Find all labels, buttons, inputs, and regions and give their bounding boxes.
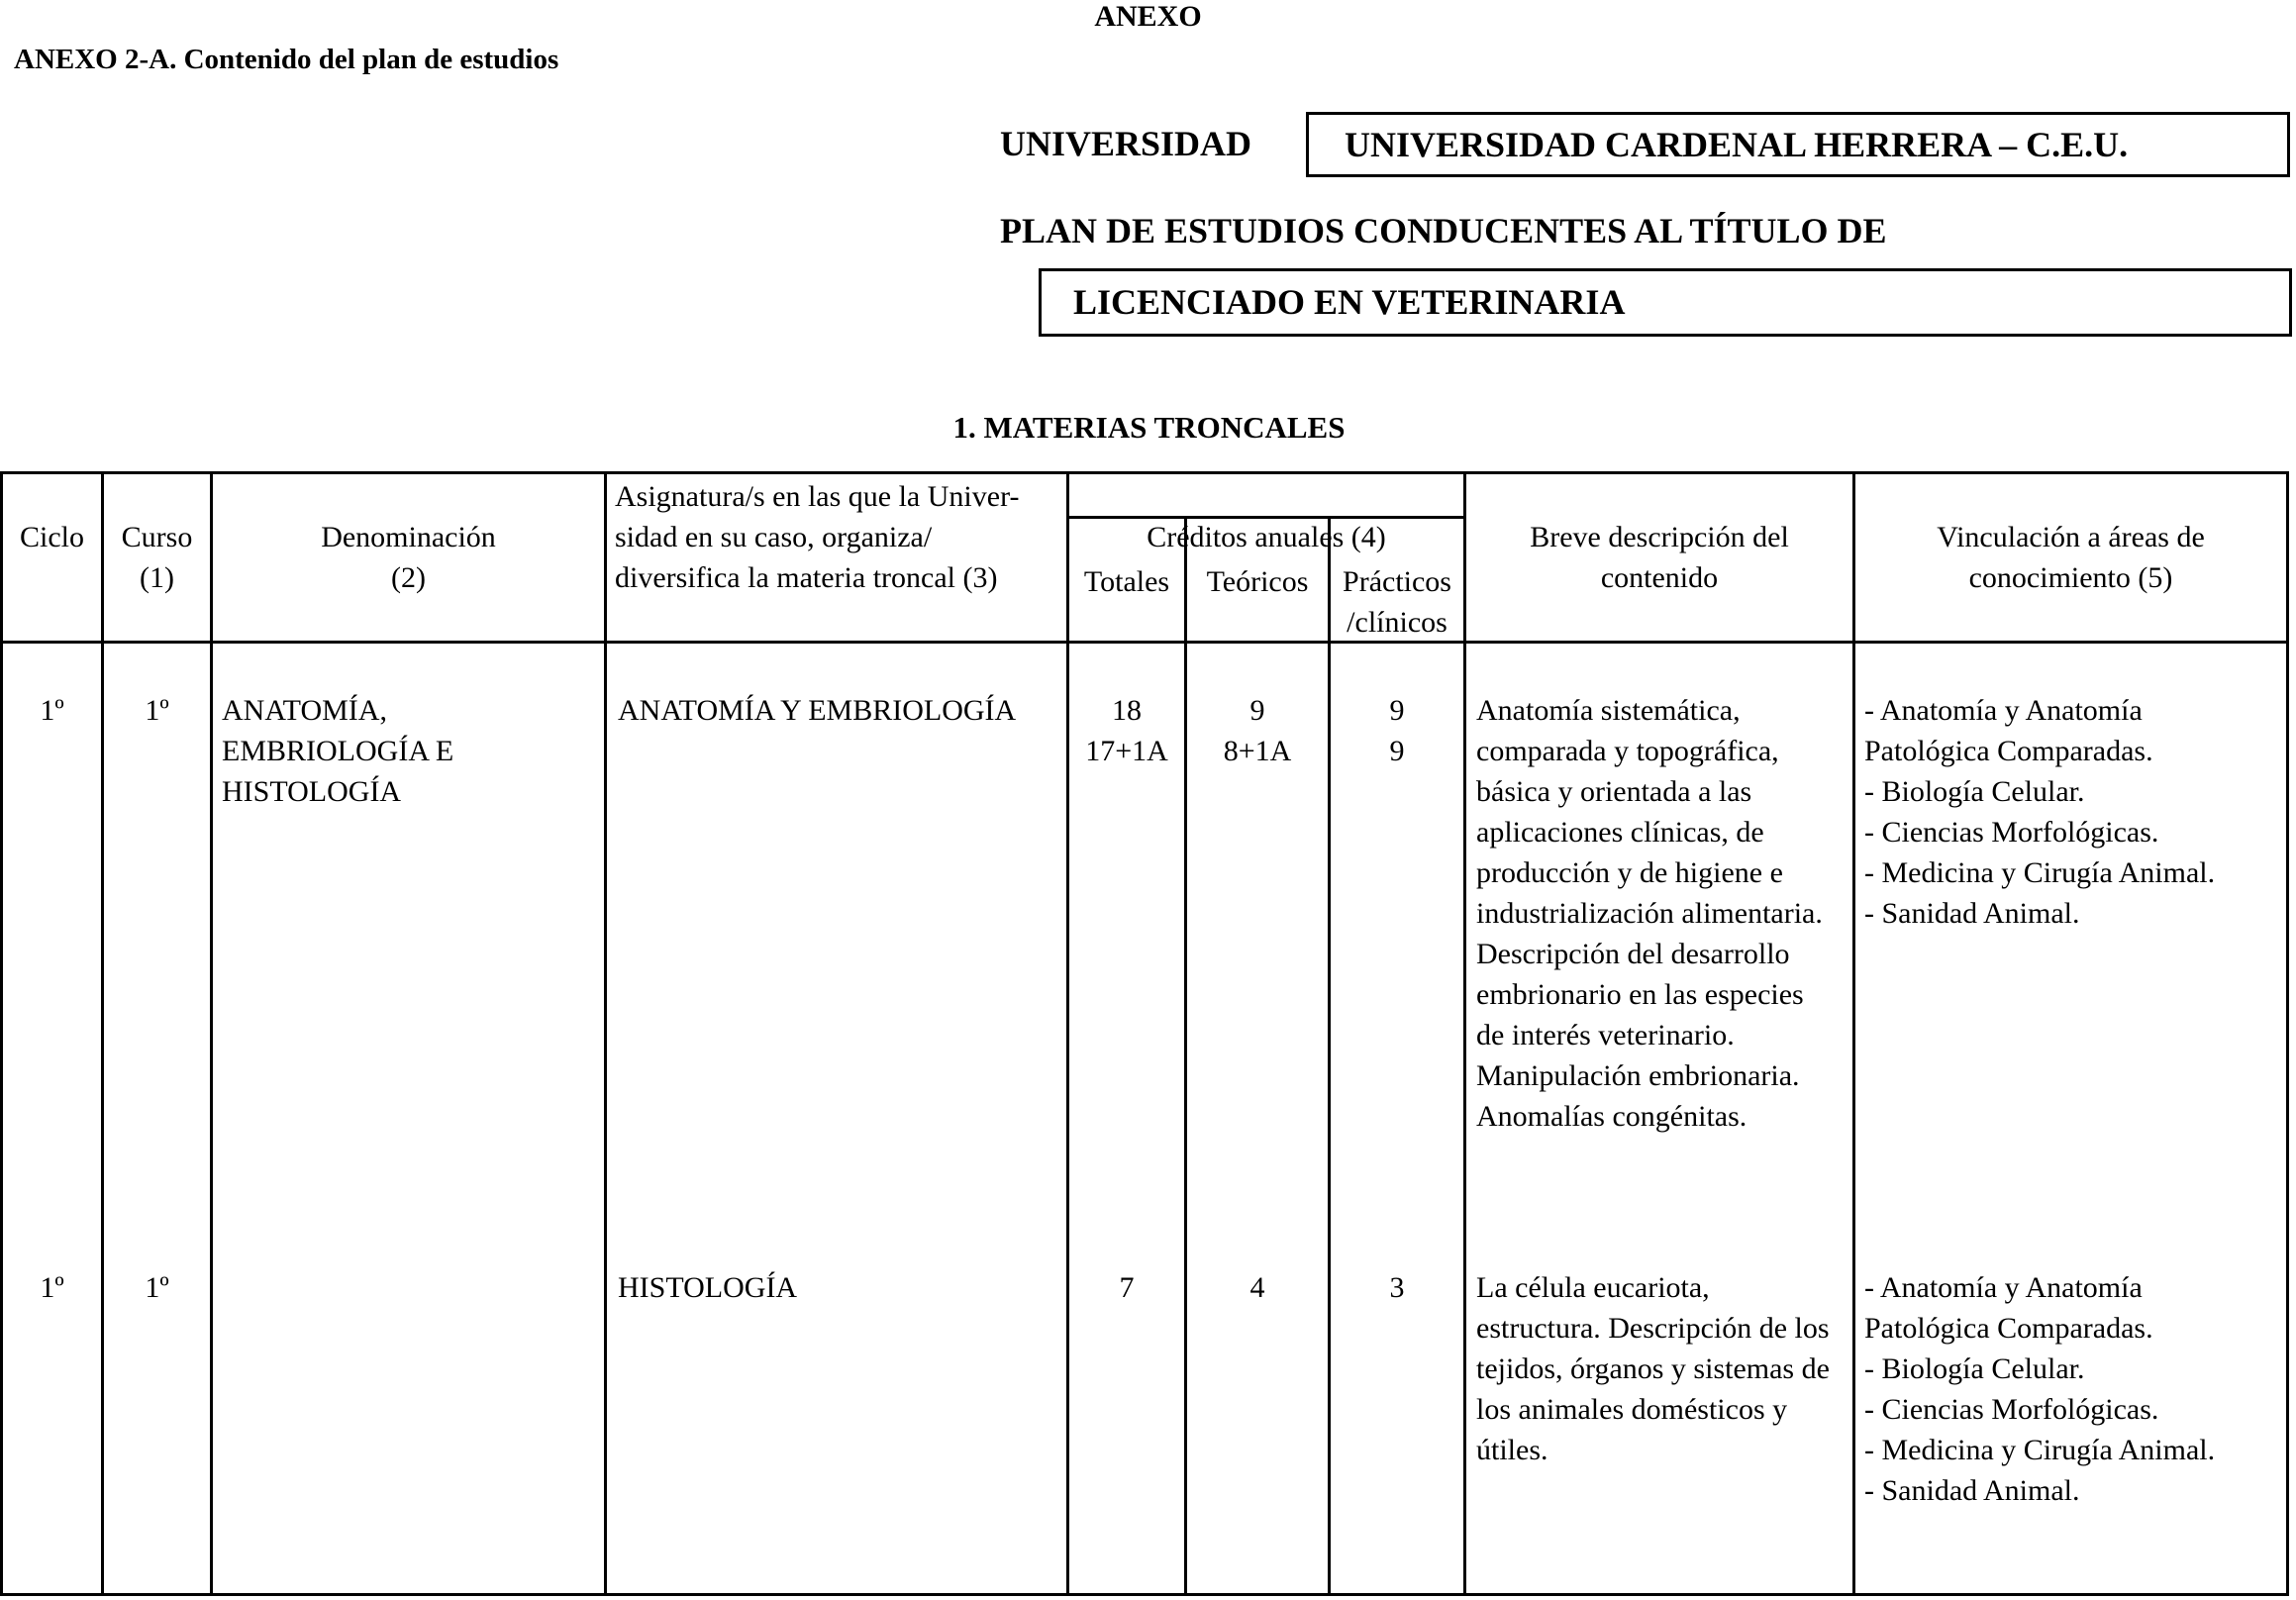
col-line-2 (210, 471, 213, 1596)
row-teoricos: 9 8+1A (1223, 694, 1292, 767)
row-vinculacion: - Anatomía y Anatomía Patológica Comparadas. - Biología Celular. - Ciencias Morfológicas. - Medicina y Cirugía Animal. - Sanidad Animal. (1864, 694, 2216, 930)
row-descripcion: La célula eucariota, estructura. Descripción de los tejidos, órganos y sistemas de los animales domésticos y útiles. (1476, 1271, 1830, 1466)
university-label: UNIVERSIDAD (1000, 124, 1252, 163)
header-creditos: Créditos anuales (4) (1147, 521, 1386, 553)
row-asignatura: HISTOLOGÍA (618, 1271, 798, 1304)
header-asignaturas: Asignatura/s en las que la Univer- sidad en su caso, organiza/ diversifica la materia troncal (3) (615, 480, 1020, 594)
degree-title-box (1039, 268, 2292, 337)
plan-label: PLAN DE ESTUDIOS CONDUCENTES AL TÍTULO DE (1000, 211, 1887, 250)
table-border-bottom (0, 1593, 2289, 1596)
row-denominacion: ANATOMÍA, EMBRIOLOGÍA E HISTOLOGÍA (222, 694, 454, 808)
degree-title-value: LICENCIADO EN VETERINARIA (1073, 282, 1626, 322)
col-line-1 (101, 471, 104, 1596)
row-curso: 1º (145, 1271, 169, 1304)
header-practicos: Prácticos /clínicos (1343, 565, 1451, 639)
annex-subtitle: ANEXO 2-A. Contenido del plan de estudios (14, 44, 559, 75)
university-value: UNIVERSIDAD CARDENAL HERRERA – C.E.U. (1345, 125, 2129, 164)
row-vinculacion: - Anatomía y Anatomía Patológica Comparadas. - Biología Celular. - Ciencias Morfológicas. - Medicina y Cirugía Animal. - Sanidad Animal. (1864, 1271, 2216, 1507)
col-line-6 (1328, 516, 1331, 1596)
row-practicos: 9 9 (1389, 694, 1405, 767)
header-vinculacion: Vinculación a áreas de conocimiento (5) (1937, 521, 2205, 594)
row-teoricos: 4 (1249, 1271, 1265, 1304)
section-title: 1. MATERIAS TRONCALES (952, 410, 1346, 445)
header-denominacion: Denominación (2) (321, 521, 496, 594)
row-descripcion: Anatomía sistemática, comparada y topográfica, básica y orientada a las aplicaciones clínicas, de producción y de higiene e industrialización alimentaria. Descripción del desarrollo embrionario en las especies de interés veterinario. Manipulación embrionaria. Anomalías congénitas. (1476, 694, 1823, 1133)
header-totales: Totales (1083, 565, 1170, 598)
header-curso: Curso (1) (121, 521, 193, 594)
row-totales: 18 17+1A (1085, 694, 1168, 767)
row-totales: 7 (1119, 1271, 1135, 1304)
col-line-0 (0, 471, 3, 1596)
header-bottom-line (0, 641, 2289, 644)
row-practicos: 3 (1389, 1271, 1405, 1304)
row-ciclo: 1º (40, 1271, 64, 1304)
col-line-7 (1463, 471, 1466, 1596)
table-border-top (0, 471, 2289, 474)
header-ciclo: Ciclo (20, 521, 84, 553)
col-line-9 (2286, 471, 2289, 1596)
row-asignatura: ANATOMÍA Y EMBRIOLOGÍA (618, 694, 1017, 727)
col-line-3 (604, 471, 607, 1596)
row-ciclo: 1º (40, 694, 64, 727)
col-line-8 (1852, 471, 1855, 1596)
col-line-5 (1184, 516, 1187, 1596)
header-teoricos: Teóricos (1206, 565, 1309, 598)
col-line-4 (1066, 471, 1069, 1596)
university-value-box (1306, 112, 2290, 177)
annex-title: ANEXO (1094, 0, 1202, 33)
row-curso: 1º (145, 694, 169, 727)
header-descripcion: Breve descripción del contenido (1530, 521, 1789, 594)
